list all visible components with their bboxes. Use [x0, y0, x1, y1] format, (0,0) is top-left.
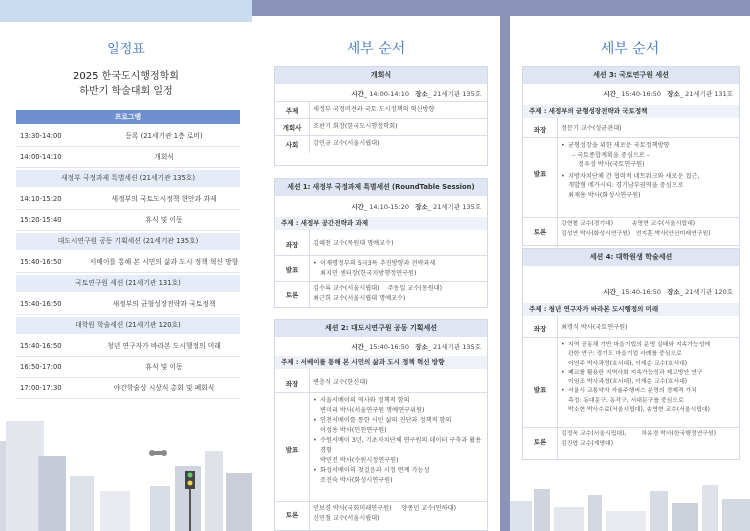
- schedule-item: 휴식 및 이동: [145, 363, 183, 371]
- session4-disc: 김정욱 교수(서울시립대), 허유경 박사(한국행정연구원) 김진엽 교수(계명대): [561, 431, 716, 447]
- session2-disc: 민보경 박사(국회미래연구원) 양종민 교수(인하대) 신민철 교수(서울시립대): [313, 505, 456, 522]
- session3-disc: 강현철 교수(경기대) 송영현 교수(서울시립대) 김성연 박사(화성시연구원) 전지훈 박사(안산미래연구원): [561, 221, 711, 237]
- schedule-row: [16, 338, 240, 355]
- row-divider: [16, 356, 240, 357]
- session1-chair: 김혜천 교수(목원대 명예교수): [313, 240, 394, 247]
- opening-mc-label: 사회: [285, 141, 299, 149]
- schedule-item: 새정부의 균형성장전략과 국토정책: [112, 300, 216, 308]
- session1-disc: 김수록 교수(서울시립대) 주동일 교수(동원대) 최근희 교수(서울시립대 명예교수): [313, 285, 443, 302]
- session1-pres-label: 발표: [285, 266, 299, 274]
- session2-chair-label: 좌장: [285, 380, 299, 388]
- schedule-section-header: 새정부 국정과제 특별세션 (21세기관 135호): [16, 170, 240, 187]
- opening-topic-label: 주제: [285, 107, 299, 115]
- session1-topic: 주제 : 새정부 공간전략과 과제: [275, 217, 487, 230]
- row-divider: [16, 377, 240, 378]
- schedule-page: [0, 0, 252, 531]
- event-subtitle: 하반기 학술대회 일정: [79, 86, 173, 97]
- opening-card: [274, 66, 488, 166]
- schedule-time: 15:40-16:50: [20, 258, 62, 266]
- schedule-row: [16, 191, 240, 208]
- session3-pres: • 균형성장을 위한 새로운 국토정책방향 – 국토종합계획을 중심으로 – 정우성 박사(국토연구원) • 지방자치단체 간 협력적 네트워크와 새로운 접근, 개발형 메가시티: 경기남부권역을 중심으로 최재용 박사(화성시연구원): [561, 141, 735, 201]
- row-divider: [16, 272, 240, 273]
- schedule-item: 새정부의 국토도시정책 현안과 과제: [111, 195, 217, 203]
- schedule-item: 청년 연구자가 바라본 도시행정의 미래: [107, 342, 221, 350]
- session1-card: [274, 178, 488, 308]
- opening-topic: 새정부 국정비전과 국토 도시정책의 혁신방향: [313, 106, 435, 113]
- schedule-title: 일정표: [107, 42, 145, 57]
- opening-head: 개회식: [275, 67, 487, 84]
- session1-pres: • 이재명정부의 5극3특 추진방향과 전략과제 최지민 센터장(한국지방행정연구원): [313, 259, 483, 278]
- session2-pres-label: 발표: [285, 446, 299, 454]
- detail-spread: [252, 0, 750, 531]
- detail-title-right: 세부 순서: [600, 41, 660, 57]
- session1-chair-label: 좌장: [285, 241, 299, 249]
- opening-time: 시간_ 14:00-14:10 장소_ 21세기관 135호: [351, 90, 481, 98]
- session3-card: [522, 66, 740, 246]
- session4-head: 세션 4: 대학원생 학술세션: [523, 249, 739, 266]
- session4-card: [522, 248, 740, 460]
- session2-time: 시간_ 15:40-16:50 장소_ 21세기관 135호: [351, 343, 481, 351]
- session3-disc-label: 토론: [533, 228, 547, 236]
- session4-chair-label: 좌장: [533, 325, 547, 333]
- opening-mc: 강민규 교수(서울시립대): [313, 140, 380, 147]
- opening-speech: 조판기 회장(한국도시행정학회): [313, 123, 398, 130]
- schedule-row: [16, 359, 240, 376]
- schedule-row: [16, 254, 240, 271]
- session4-time: 시간_ 15:40-16:50 장소_ 21세기관 120호: [603, 288, 733, 296]
- detail-title-left: 세부 순서: [346, 41, 406, 57]
- detail-panel-right: [510, 16, 750, 531]
- schedule-time: 17:00-17:30: [20, 384, 62, 392]
- session3-pres-label: 발표: [533, 170, 547, 178]
- schedule-section-header: 대도시연구원 공동 기획세션 (21세기관 135호): [16, 233, 240, 250]
- schedule-item: 야간학술상 시상식 총회 및 폐회식: [113, 384, 215, 392]
- detail-panel-left: [252, 16, 500, 531]
- schedule-item: 서베이를 통해 본 시민의 삶과 도시 정책 혁신 방향: [89, 258, 239, 266]
- row-divider: [16, 209, 240, 210]
- session1-head: 세션 1: 새정부 국정과제 특별세션 (RoundTable Session): [275, 179, 487, 196]
- session2-disc-label: 토론: [285, 511, 299, 519]
- session3-chair-label: 좌장: [533, 126, 547, 134]
- row-divider: [16, 314, 240, 315]
- session3-topic: 주제 : 새정부의 균형성장전략과 국토정책: [523, 105, 739, 118]
- session1-disc-label: 토론: [285, 291, 299, 299]
- session2-chair: 변충식 교수(한신대): [313, 379, 368, 386]
- schedule-row: [16, 149, 240, 166]
- schedule-row: [16, 296, 240, 313]
- row-divider: [16, 398, 240, 399]
- session2-topic: 주제 : 서베이를 통해 본 시민의 삶과 도시 정책 혁신 방향: [275, 356, 487, 369]
- session2-head: 세션 2: 대도시연구원 공동 기획세션: [275, 320, 487, 337]
- session4-chair: 최명식 박사(국토연구원): [561, 324, 628, 331]
- city-illustration: [0, 401, 252, 531]
- city-skyline-illustration: [510, 471, 750, 531]
- schedule-item: 휴식 및 이동: [145, 216, 183, 224]
- schedule-time: 16:50-17:00: [20, 363, 62, 371]
- schedule-item: 개회식: [154, 153, 174, 161]
- schedule-time: 15:40-16:50: [20, 342, 62, 350]
- schedule-time: 14:10-15:20: [20, 195, 62, 203]
- session3-time: 시간_ 15:40-16:50 장소_ 21세기관 131호: [603, 90, 733, 98]
- session2-card: [274, 319, 488, 531]
- session3-chair: 정문기 교수(성균관대): [561, 125, 622, 132]
- schedule-section-header: 국토연구원 세션 (21세기관 131호): [16, 275, 240, 292]
- schedule-row: [16, 128, 240, 145]
- event-title: 2025 한국도시행정학회: [73, 71, 179, 82]
- row-divider: [16, 146, 240, 147]
- schedule-item: 등록 (21세기관 1층 로비): [125, 132, 203, 140]
- row-divider: [16, 230, 240, 231]
- top-band: [0, 0, 252, 22]
- schedule-section-header: 대학원 학술세션 (21세기관 120호): [16, 317, 240, 334]
- session2-pres: • 서울서베이의 역사와 정책적 함의 변미리 박사(서울연구원 명예연구위원) • 인천서베이를 통한 시민 삶의 진단과 정책적 함의 이성용 박사(인천연구원) • 수원서베이 3년, 기초자치단체 연구원의 데이터 구축과 활용 경험 박민진 박사(수원시정연구원) • 화성서베이의 첫걸음과 시정 연계 가능성 조진숙 박사(화성시연구원): [313, 396, 483, 485]
- session4-pres-label: 발표: [533, 386, 547, 394]
- session1-time: 시간_ 14:10-15:20 장소_ 21세기관 135호: [351, 203, 481, 211]
- session3-head: 세션 3: 국토연구원 세션: [523, 67, 739, 84]
- schedule-time: 14:00-14:10: [20, 153, 62, 161]
- program-header: 프로그램: [16, 110, 240, 124]
- schedule-row: [16, 380, 240, 397]
- schedule-time: 15:40-16:50: [20, 300, 62, 308]
- session4-topic: 주제 : 청년 연구자가 바라본 도시행정의 미래: [523, 303, 739, 316]
- schedule-time: 13:30-14:00: [20, 132, 62, 140]
- row-divider: [16, 167, 240, 168]
- schedule-time: 15:20-15:40: [20, 216, 62, 224]
- schedule-row: [16, 212, 240, 229]
- opening-speech-label: 개회사: [282, 124, 302, 132]
- session4-disc-label: 토론: [533, 438, 547, 446]
- session4-pres: • 지역 공동체 기반 마을기업의 운영 실태와 지속가능성에 관한 연구: 경기도 마을기업 사례를 중심으로 이연주 박사과정(호서대), 이재순 교수(호서대) • 폐교를 활용한 지역사회 지속가능성과 제고방안 연구 이임조 박사과정(호서대), 이재순 교수(호서대) • 서울시 교통약자 자율주행버스 운영의 경제적 가치 측정: 동대문구, 동작구, 서대문구를 중심으로 박소현 박사수료(서울시립대), 송영현 교수(서울시립대): [561, 341, 735, 415]
